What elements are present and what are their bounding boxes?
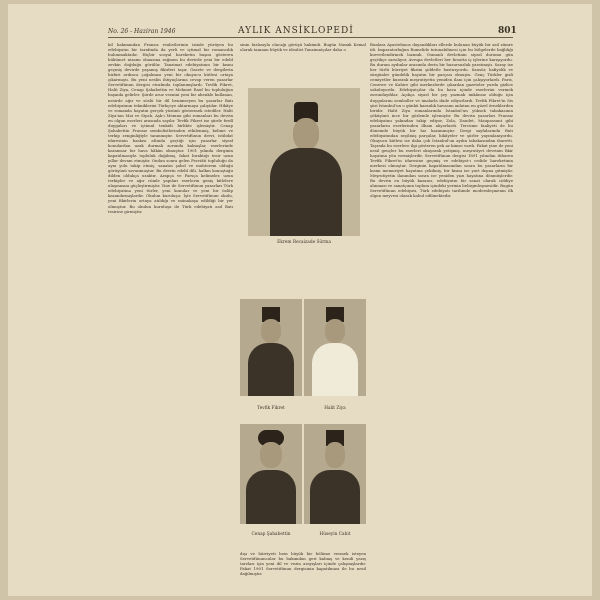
page-title: AYLIK ANSİKLOPEDİ [238,26,354,36]
encyclopedia-page [8,4,592,596]
issue-date: No. 26 - Haziran 1946 [108,28,176,35]
portrait-caption-1: Tevfik Fikret [257,406,285,411]
portrait-photo-3 [240,424,302,524]
portrait-photo-4 [304,424,366,524]
portrait-caption-3: Cenap Şahabettin [251,532,291,537]
main-portrait-caption: Ekrem Recaizade Sürma [277,240,331,245]
text-column-center-bottom: dışı ve hürriyeti hem büyük bir bölüme vermek isteyen Servetifünuncular bu bakımdan geri kalmış ve kendi yazış tarzları için yeni dil ve vezin arayışları içinde çalışmışlardır. Fakat 1901 Servetifünun dergisinin kapatılması ile bu nesil dağılmıştır. [240,551,366,577]
text-column-center-top: sinin fazlasıyla olacağı görüşü hakimdi. Bugün Namık Kemal olarak tanınan büyük ve idealist Tanzimatçılar daha o [240,42,366,53]
header-rule [108,37,513,38]
portrait-photo-1 [240,299,302,396]
page-number: 801 [498,26,517,36]
text-column-right: Bunlara Ayastefanos dayandıkları ellerde bulunan büyük bir asil zümre idi. İmparatorluğun Rumelide tutunabilmesi için bu bölgelerde bağlılığı kuvvetlendirmek lazımdı. Osmanlı devletinin siyasî durumu gün geçtikçe sarsılıyor, Avrupa devletleri her fırsatta iç işlerine karışıyordu. Bu durum aydınlar arasında derin bir huzursuzluk yaratmıştı. Saray ise her türlü hürriyet fikrini şiddetle bastırıyordu. Sansür, hafiyelik ve sürgünler gündelik hayatın bir parçası olmuştu. Genç Türkler gizli cemiyetler kurarak meşrutiyetin yeniden ilanı için çalışıyorlardı. Paris, Cenevre ve Kahire gibi merkezlerde çıkarılan gazeteler yurda gizlice sokuluyordu. Edebiyatçılar da bu hava içinde eserlerini vermek zorundaydılar. Açıkça siyasî bir şey yazmak imkânsız olduğu için duygularını semboller ve imalarla ifade ediyorlardı. Tevfik Fikret'in Sis şiiri İstanbul'un o günkü karanlık havasını anlatan en güzel örneklerden biridir. Halit Ziya romanlarında İstanbul'un yüksek tabakasının çöküşünü ince bir gözlemle işlemiştir. Bu devrin yazarları Fransız edebiyatını yakından takip ediyor, Zola, Daudet, Maupassant gibi yazarların eserlerinden ilham alıyorlardı. Tercüme faaliyeti de bu dönemde büyük bir hız kazanmıştır. Dergi sayfalarında Batı edebiyatından seçilmiş parçalar, hikâyeler ve şiirler yayımlanıyordu. Okuyucu kütlesi ise daha çok İstanbul'un aydın tabakasından ibaretti. Taşrada bu eserlere ilgi gösteren pek az kimse vardı. Fakat yine de yeni nesil gençler bu eserleri okuyarak yetişmiş, meşrutiyet devrinin fikir hayatına yön vermişlerdir. Servetifünun dergisi 1891 yılından itibaren Tevfik Fikret'in idaresine geçmiş ve edebiyat-ı cedide hareketinin merkezi olmuştur. Derginin kapatılmasından sonra bu yazarların bir kısmı memuriyet hayatına çekilmiş, bir kısmı ise yurt dışına gitmiştir. Meşrutiyetin ilanından sonra ise yeniden yazı hayatına dönmüşlerdir. Bu devrin en büyük kazancı, edebiyatın bir sanat olarak ciddiye alınması ve sanatçının toplum içindeki yerinin belirginleşmesidir. Bugün Servetifünun edebiyatı, Türk edebiyatı tarihinde modernleşmenin ilk olgun meyvesi olarak kabul edilmektedir. [370,42,513,199]
main-portrait-photo [248,88,360,236]
text-column-left: kil bakımından Fransız realistlerinin izinde yürüyen bu edebiyatın bir tarafında da yerli ve içtimaî bir romancılık bulunmaktadır. Hiçbir sosyal hareketin başını gösteren hükümet nizamı olmasına rağmen bu devirde yeni bir edebî zevkin doğduğu görülür. Tanzimat edebiyatının bir kısmı geçmiş devirde yaşamış fikirleri taşır. Gazete ve dergilerin birbiri ardınca çoğalması yeni bir okuyucu kütlesi ortaya çıkarmıştı. Bu yeni neslin ihtiyaçlarına cevap veren yazarlar Servetifünun dergisi etrafında toplanmışlardı. Tevfik Fikret, Halit Ziya, Cenap Şahabettin ve Mehmet Rauf bu topluluğun başında gelirler. Şiirde aruz veznini yeni bir ahenkle kullanan, nesirde ağır ve süslü bir dil benimseyen bu yazarlar Batı edebiyatının tekniklerini Türkçeye aktarmaya çalıştılar. Hikâye ve romanda hayatın gerçek yüzünü göstermek istediler. Halit Ziya'nın Mai ve Siyah, Aşk-ı Memnu gibi romanları bu devrin en olgun eserleri arasında sayılır. Tevfik Fikret ise şiirde ferdî duyguları ve içtimaî tenkidi birlikte işlemiştir. Cenap Şahabettin Fransız sembolistlerinden etkilenmiş, kelime ve terkip zenginliğiyle tanınmıştır. Servetifünun devri, istibdat idaresinin baskısı altında geçtiği için yazarlar siyasî konulardan uzak durmak zorunda kalmışlar, eserlerinde karamsar bir hava hâkim olmuştur. 1901 yılında derginin kapatılmasıyla topluluk dağılmış, fakat bıraktığı tesir uzun yıllar devam etmiştir. Ondan sonra gelen Fecriâti topluluğu da aynı yolu takip etmiş, sanatın şahsî ve muhterem olduğu görüşünü savunmuştur. Bu devrin edebî dili, halkın konuştuğu dilden oldukça uzaktır. Arapça ve Farsça kelimeler, uzun terkipler ve ağır cümle yapıları eserlerin geniş kitlelere ulaşmasını güçleştirmiştir. Yine de Servetifünun yazarları Türk edebiyatına yeni türler, yeni konular ve yeni bir üslûp kazandırmışlardır. Okulun kuruluşu: İşte Servetifünun okulu, yeni fikirlerin ortaya atıldığı ve münakaşa edildiği bir yer olmuştur. Bu okulun kuruluşu ile Türk edebiyatı asıl Batı tesirine girmiştir. [108,42,233,214]
portrait-caption-4: Hüseyin Cahit [319,532,351,537]
portrait-photo-2 [304,299,366,396]
portrait-caption-2: Halit Ziya [324,406,346,411]
text-column-center-mid [240,248,366,292]
